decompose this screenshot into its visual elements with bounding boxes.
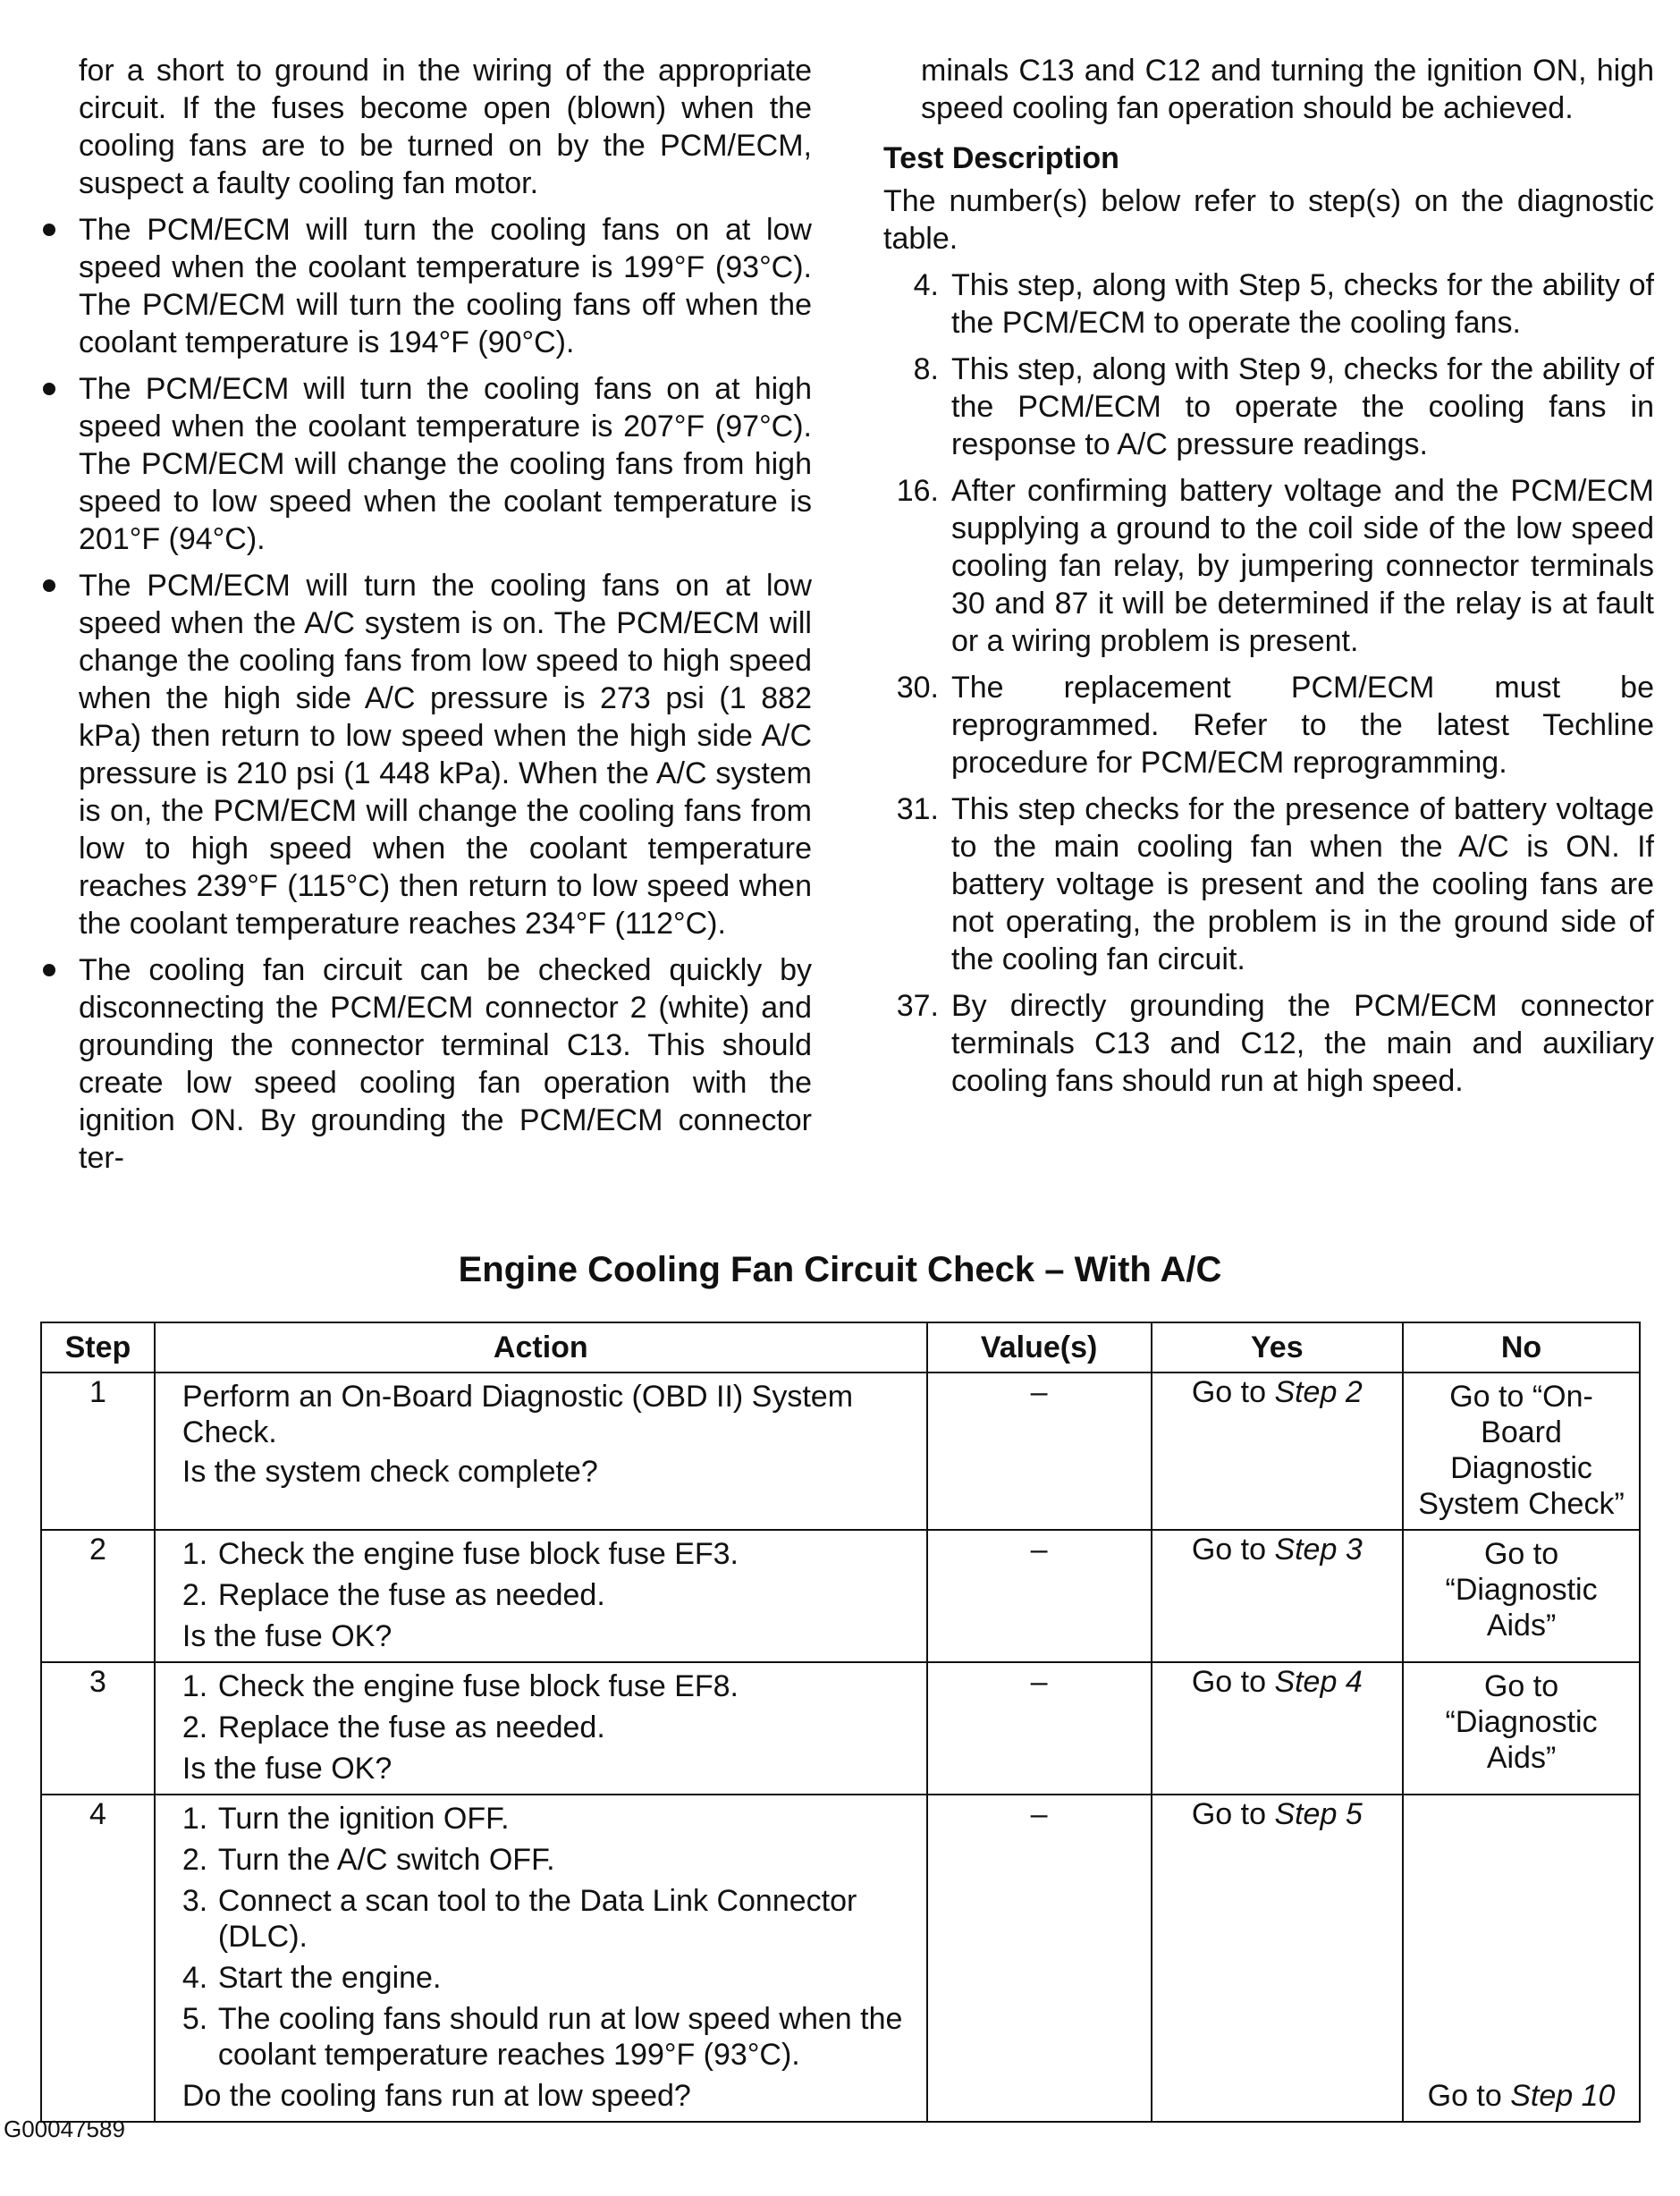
yes-cell: Go to Step 5 [1152, 1795, 1404, 2122]
diagnostic-table [40, 1322, 1641, 2123]
step-note: 8. This step, along with Step 9, checks for the ability of the PCM/ECM to operate the cooling fans in response to A/C pressure readings. [913, 352, 1654, 461]
continuation-paragraph: minals C13 and C12 and turning the ignition ON, high speed cooling fan operation should be achieved. [921, 54, 1654, 125]
action-list [182, 1801, 916, 2073]
header-values: Value(s) [927, 1322, 1152, 1372]
yes-cell: Go to Step 2 [1152, 1372, 1404, 1530]
yes-step-link: Step 2 [1274, 1375, 1363, 1409]
step-note: 4. This step, along with Step 5, checks for the ability of the PCM/ECM to operate the cooling fans. [913, 268, 1654, 340]
action-question: Is the fuse OK? [182, 1619, 393, 1653]
no-cell: Go to “Diagnostic Aids” [1403, 1662, 1640, 1795]
table-title: Engine Cooling Fan Circuit Check – With A/C [458, 1250, 1222, 1289]
bullet-item: The PCM/ECM will turn the cooling fans on at high speed when the coolant temperature is 207°F (97°C). The PCM/ECM will change the cooling fans from high speed to low speed when the coolant temperature is 201°F (94°C). [79, 370, 812, 558]
action-item: 5. The cooling fans should run at low speed when the coolant temperature reaches 199°F (93°C). [182, 2002, 903, 2072]
no-step-link: Step 10 [1510, 2079, 1616, 2113]
test-description-heading: Test Description [883, 141, 1119, 175]
bullet-icon [43, 224, 55, 236]
action-item: 1. Check the engine fuse block fuse EF3. [182, 1537, 739, 1571]
action-cell [155, 1662, 927, 1795]
action-item: 1. Turn the ignition OFF. [182, 1802, 510, 1836]
no-cell: Go to Step 10 [1403, 1795, 1640, 2122]
table-header-row [41, 1322, 1640, 1372]
table-row [41, 1372, 1640, 1530]
header-no: No [1403, 1322, 1640, 1372]
action-item: 2. Turn the A/C switch OFF. [182, 1843, 555, 1877]
step-note: 31. This step checks for the presence of battery voltage to the main cooling fan when the A/C is ON. If battery voltage is present and the cooling fans are not operating, the problem is in the ground side of the cooling fan circuit. [896, 792, 1654, 976]
action-list [182, 1536, 916, 1613]
action-item: 4. Start the engine. [182, 1961, 442, 1995]
right-column [883, 52, 1654, 1109]
action-item: 2. Replace the fuse as needed. [182, 1578, 605, 1612]
yes-cell: Go to Step 3 [1152, 1530, 1404, 1662]
value-cell: – [927, 1372, 1152, 1530]
step-cell: 3 [41, 1662, 155, 1795]
bullet-icon [43, 579, 55, 592]
value-cell: – [927, 1795, 1152, 2122]
action-text: Perform an On-Board Diagnostic (OBD II) System Check. [182, 1380, 854, 1449]
left-column [79, 52, 812, 1186]
bullet-item: The cooling fan circuit can be checked quickly by disconnecting the PCM/ECM connector 2 (white) and grounding the connector terminal C13. This should create low speed cooling fan operation with the ignition ON. By grounding the PCM/ECM connector ter- [79, 951, 812, 1177]
action-list [182, 1668, 916, 1745]
step-note: 30. The replacement PCM/ECM must be reprogrammed. Refer to the latest Techline procedure for PCM/ECM reprogramming. [896, 671, 1654, 780]
step-cell: 4 [41, 1795, 155, 2122]
step-note: 37. By directly grounding the PCM/ECM connector terminals C13 and C12, the main and auxiliary cooling fans should run at high speed. [896, 989, 1654, 1098]
action-cell [155, 1372, 927, 1530]
action-item: 1. Check the engine fuse block fuse EF8. [182, 1669, 739, 1703]
action-cell [155, 1795, 927, 2122]
value-cell: – [927, 1662, 1152, 1795]
yes-step-link: Step 3 [1274, 1533, 1363, 1567]
test-description-text: The number(s) below refer to step(s) on the diagnostic table. [883, 184, 1654, 256]
step-notes-list [883, 266, 1654, 1100]
no-cell: Go to “Diagnostic Aids” [1403, 1530, 1640, 1662]
yes-cell: Go to Step 4 [1152, 1662, 1404, 1795]
bullet-list [79, 211, 812, 1177]
header-yes: Yes [1152, 1322, 1404, 1372]
value-cell: – [927, 1530, 1152, 1662]
step-cell: 1 [41, 1372, 155, 1530]
figure-code: G00047589 [4, 2116, 125, 2142]
action-item: 3. Connect a scan tool to the Data Link Connector (DLC). [182, 1884, 857, 1954]
table-row [41, 1795, 1640, 2122]
header-step: Step [41, 1322, 155, 1372]
intro-paragraph: for a short to ground in the wiring of the appropriate circuit. If the fuses become open (blown) when the cooling fans are to be turned on by the PCM/ECM, suspect a faulty cooling fan motor. [79, 54, 812, 200]
no-cell: Go to “On-Board Diagnostic System Check” [1403, 1372, 1640, 1530]
action-item: 2. Replace the fuse as needed. [182, 1710, 605, 1744]
action-question: Do the cooling fans run at low speed? [182, 2079, 691, 2113]
bullet-item: The PCM/ECM will turn the cooling fans on at low speed when the A/C system is on. The PCM/ECM will change the cooling fans from low speed to high speed when the high side A/C pressure is 273 psi (1 882 kPa) then return to low speed when the high side A/C pressure is 210 psi (1 448 kPa). When the A/C system is on, the PCM/ECM will change the cooling fans from low to high speed when the coolant temperature reaches 239°F (115°C) then return to low speed when the coolant temperature reaches 234°F (112°C). [79, 567, 812, 942]
bullet-icon [43, 964, 55, 976]
action-question: Is the fuse OK? [182, 1752, 393, 1786]
table-row [41, 1530, 1640, 1662]
step-cell: 2 [41, 1530, 155, 1662]
yes-step-link: Step 5 [1274, 1797, 1363, 1831]
step-note: 16. After confirming battery voltage and the PCM/ECM supplying a ground to the coil side of the low speed cooling fan relay, by jumpering connector terminals 30 and 87 it will be determined if the relay is at fault or a wiring problem is present. [896, 474, 1654, 658]
bullet-icon [43, 383, 55, 395]
header-action: Action [155, 1322, 927, 1372]
yes-step-link: Step 4 [1274, 1665, 1363, 1699]
action-cell [155, 1530, 927, 1662]
action-question: Is the system check complete? [182, 1455, 598, 1489]
bullet-item: The PCM/ECM will turn the cooling fans on at low speed when the coolant temperature is 199°F (93°C). The PCM/ECM will turn the cooling fans off when the coolant temperature is 194°F (90°C). [79, 211, 812, 361]
table-row [41, 1662, 1640, 1795]
